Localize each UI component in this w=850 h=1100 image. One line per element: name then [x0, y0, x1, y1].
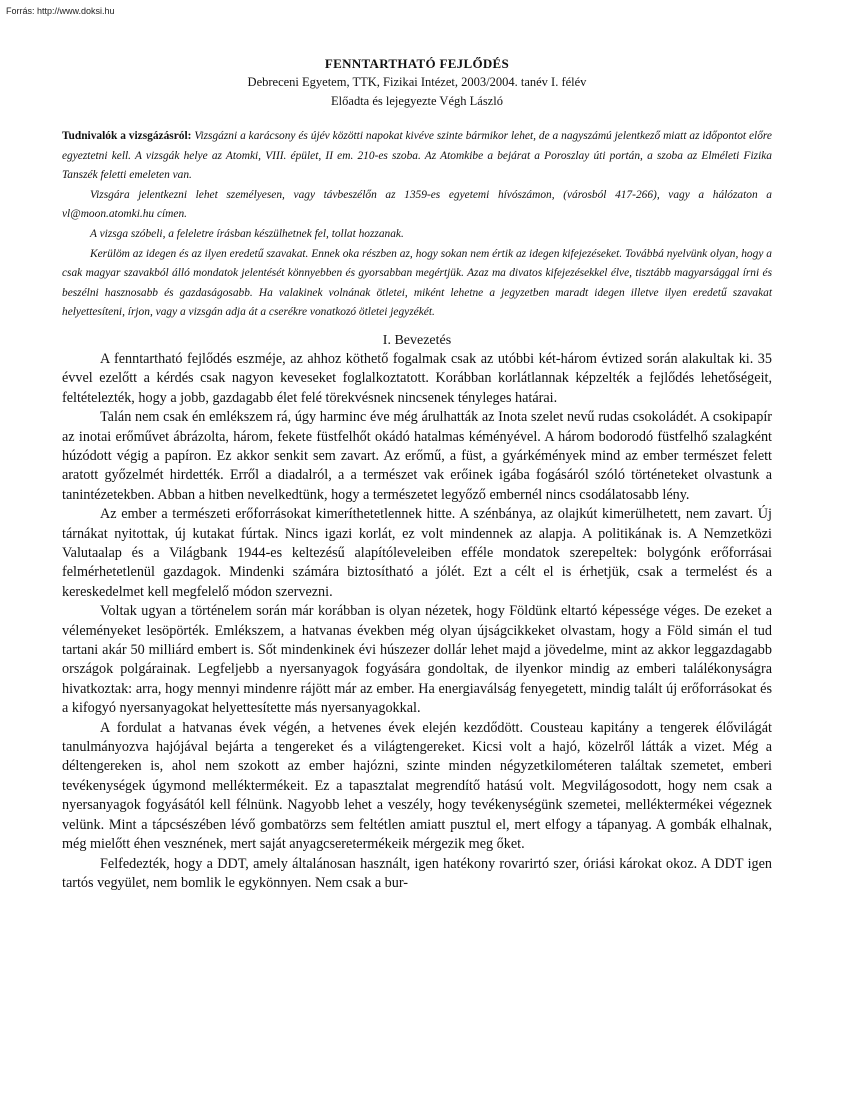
- section-title: I. Bevezetés: [382, 332, 452, 348]
- body-paragraph-5: A fordulat a hatvanas évek végén, a hetvenes évek elején kezdődött. Cousteau kapitány a tengerek élővilágát tanulmányozva hajójával bejárta a tengereket és a világtengereket. Kicsi volt a hajó, közelről látták a vizet. Még a déltengereken is, ahol nem szokott az ember hajózni, szinte minden négyzetkilométeren találtak szemetet, emberi tevékenységek úgymond melléktermékeit. Ez a tapasztalat megrendítő hatású volt. Megvilágosodott, hogy nem csak a nyersanyagok fogyásától kell félnünk. Nagyobb lehet a veszély, hogy tevékenységünk szemetei, melléktermékei végeznek velünk. Mint a tápcsészében lévő gombatörzs sem feltétlen amiatt pusztul el, mert elfogy a tápanyag. A gombák elhalnak, még mielőtt éhen vesznének, mert saját anyagcseretermékeik mérgezik meg őket.: [62, 719, 772, 853]
- body-paragraph-2: Talán nem csak én emlékszem rá, úgy harminc éve még árulhatták az Inota szelet nevű rudas csokoládét. A csokipapír az inotai erőművet ábrázolta, három, fekete füstfelhőt okádó hatalmas kéményével. A három bodorodó füstfelhő szalagként húzódott végig a papíron. Ez akkor senkit sem zavart. Az erőmű, a füst, a gyárkémények mind az ember természet felett aratott győzelmét hirdették. Erről a diadalról, a a természet vak erőinek igába fogásáról szóló történeteket olvastunk a tanintézetekben. Abban a hitben nevelkedtünk, hogy a természetet legyőző embernél nincs csodálatosabb lény.: [62, 409, 772, 503]
- document-page: [62, 54, 772, 893]
- notice-paragraph-1: [62, 127, 772, 186]
- notice-paragraph-3: A vizsga szóbeli, a feleletre írásban készülhetnek fel, tollat hozzanak.: [90, 227, 404, 240]
- notice-paragraph-2: Vizsgára jelentkezni lehet személyesen, vagy távbeszélőn az 1359-es egyetemi hívószámon, (városból 417-266), vagy a hálózaton a vl@moon.atomki.hu címen.: [62, 188, 772, 221]
- body-text: [62, 350, 772, 893]
- body-paragraph-6: Felfedezték, hogy a DDT, amely általánosan használt, igen hatékony rovarirtó szer, óriási károkat okoz. A DDT igen tartós vegyület, nem bomlik le egykönnyen. Nem csak a bur-: [62, 855, 772, 891]
- source-label: Forrás: http://www.doksi.hu: [6, 6, 115, 16]
- document-subtitle-institution: Debreceni Egyetem, TTK, Fizikai Intézet, 2003/2004. tanév I. félév: [247, 75, 587, 89]
- exam-notice: [62, 127, 772, 323]
- notice-label: Tudnivalók a vizsgázásról:: [62, 130, 192, 142]
- body-paragraph-4: Voltak ugyan a történelem során már korábban is olyan nézetek, hogy Földünk eltartó képessége véges. De ezeket a véleményeket lesöpörték. Emlékszem, a hatvanas években még olyan újságcikkeket olvastam, hogy a Föld simán el tud tartani akár 50 milliárd embert is. Sőt mindenkinek évi húszezer dollár lehet majd a jövedelme, mint az akkor leggazdagabb országok polgárainak. Legfeljebb a nyersanyagok fogyására gondoltak, de ilyenkor mindig az emberi találékonyságra hivatkoztak: arra, hogy mennyi mindenre rájött már az ember. Ha energiaválság fenyegetett, mindig talált új erőforrásokat és a kifogyó nyersanyagokat helyettesítette más nyersanyagokkal.: [62, 603, 772, 717]
- document-title: FENNTARTHATÓ FEJLŐDÉS: [324, 56, 510, 71]
- notice-text-1: Vizsgázni a karácsony és újév közötti napokat kivéve szinte bármikor lehet, de a nagyszámú jelentkező miatt az időpontot előre egyeztetni kell. A vizsgák helye az Atomki, VIII. épület, II em. 210-es szoba. Az Atomkibe a bejárat a Poroszlay úti portán, a szoba az Elméleti Fizika Tanszék feletti emeleten van.: [62, 130, 772, 182]
- document-subtitle-author: Előadta és lejegyezte Végh László: [331, 94, 503, 108]
- body-paragraph-1: A fenntartható fejlődés eszméje, az ahhoz köthető fogalmak csak az utóbbi két-három évtized során alakultak ki. 35 évvel ezelőtt a kérdés csak nagyon keveseket foglalkoztatott. Korábban korlátlannak képzelték a fejlődés lehetőségeit, feltételezték, hogy a jobb, gazdagabb élet felé törekvésnek nincsenek tényleges határai.: [62, 350, 772, 406]
- notice-paragraph-4: Kerülöm az idegen és az ilyen eredetű szavakat. Ennek oka részben az, hogy sokan nem értik az idegen kifejezéseket. Továbbá nyelvünk olyan, hogy a csak magyar szavakból álló mondatok jelentését könnyebben és gyorsabban megértjük. Azaz ma divatos kifejezésekkel élve, tisztább magyarsággal írni és beszélni hasznosabb és gazdaságosabb. Ha valakinek volnának ötletei, miként lehetne a jegyzetben maradt idegen illetve ilyen eredetű szavakat helyettesíteni, írjon, vagy a vizsgán adja át a cserékre vonatkozó ötletei jegyzékét.: [62, 247, 772, 319]
- body-paragraph-3: Az ember a természeti erőforrásokat kimeríthetetlennek hitte. A szénbánya, az olajkút kimerülhetett, nem zavart. Új tárnákat nyitottak, új kutakat fúrtak. Nincs igazi korlát, ez volt mindennek az alapja. A politikának is. A Nemzetközi Valutaalap és a Világbank 1944-es keltezésű alapítóleveleiben efféle mondatok szerepeltek: bolygónk erőforrásai felmérhetetlenül gazdagok. Mindenki számára biztosítható a jólét. Ezt a célt el is érhetjük, csak a termelést és a kereskedelmet kell megfelelő módon szervezni.: [62, 506, 772, 600]
